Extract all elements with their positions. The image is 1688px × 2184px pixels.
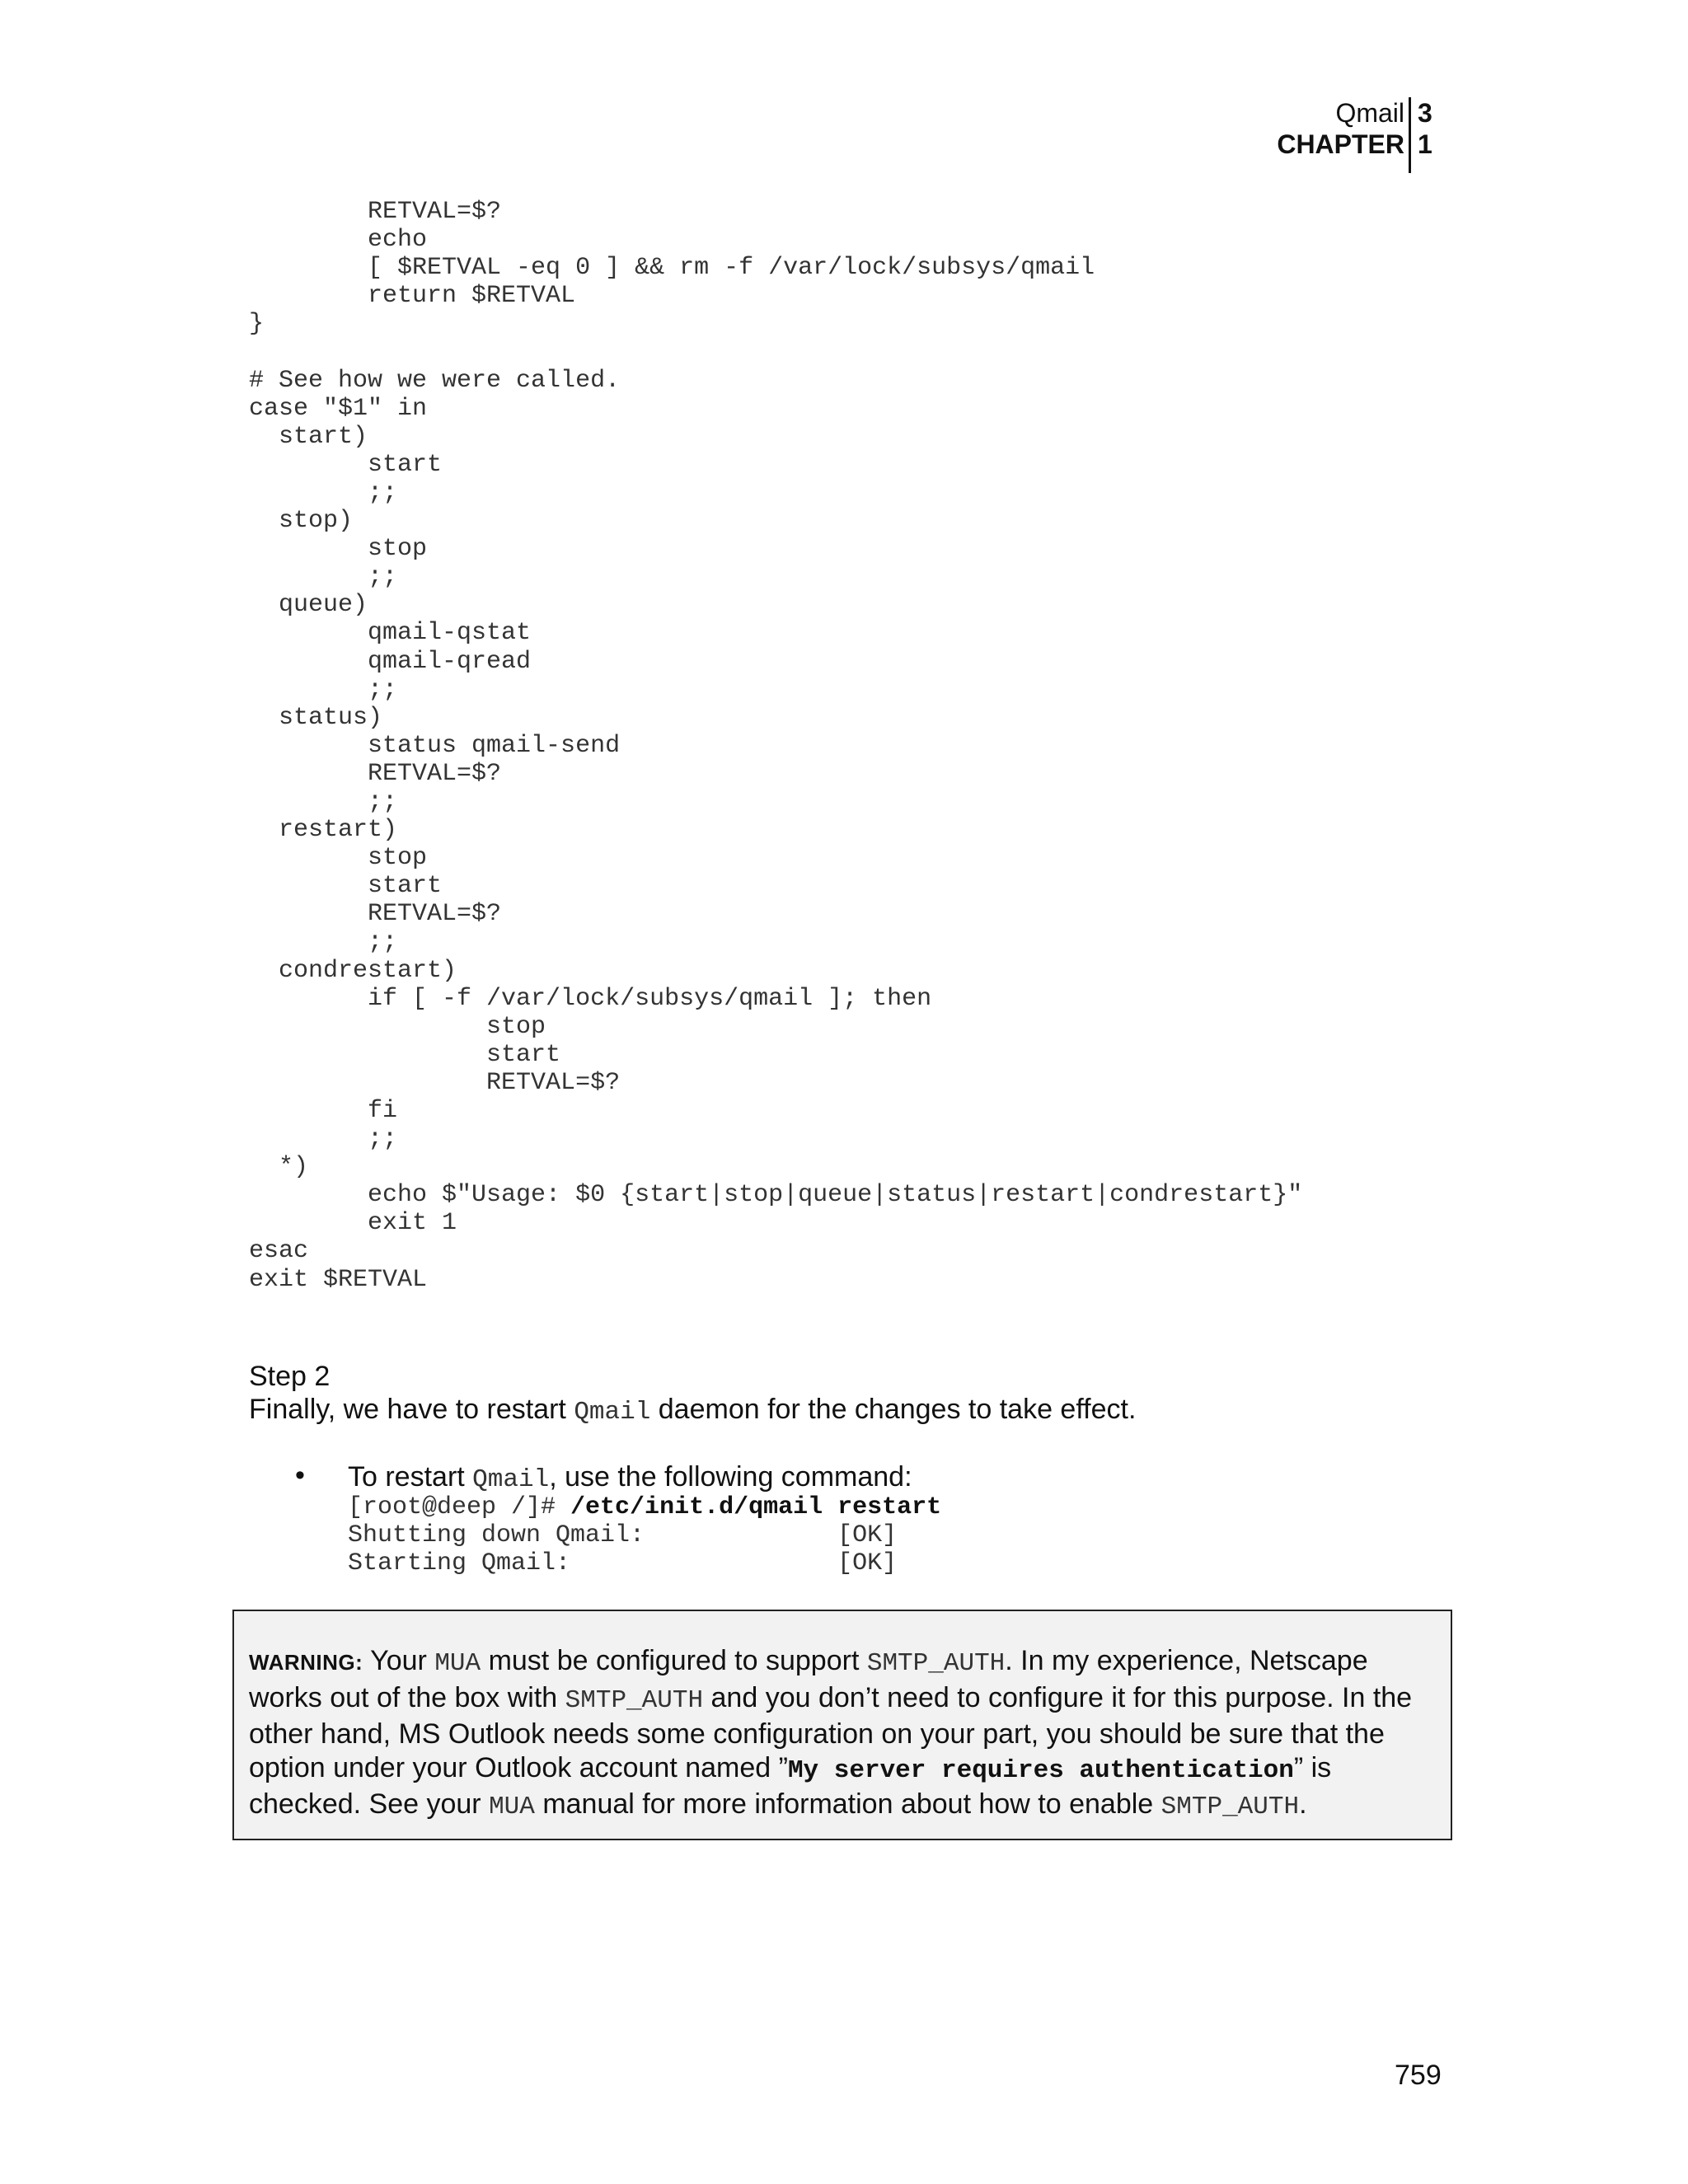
bullet-text-before: To restart <box>348 1461 473 1493</box>
step-text-before: Finally, we have to restart <box>249 1394 574 1425</box>
step-code-qmail: Qmail <box>574 1398 651 1427</box>
warning-text-2: must be configured to support <box>481 1645 867 1676</box>
warning-option-name: My server requires authentication <box>787 1755 1294 1785</box>
header-section-title: Qmail <box>1335 98 1404 128</box>
command-text: /etc/init.d/qmail restart <box>570 1493 942 1521</box>
command-prompt: [root@deep /]# <box>348 1493 571 1521</box>
warning-code-smtp-auth: SMTP_AUTH <box>565 1685 704 1715</box>
bullet-icon: • <box>295 1460 305 1491</box>
header-titles <box>1277 97 1404 160</box>
warning-text-6: manual for more information about how to enable <box>534 1788 1161 1820</box>
command-output-line-2: Starting Qmail: [OK] <box>348 1549 898 1577</box>
warning-text-5: ” is checked. See your <box>249 1751 1332 1820</box>
warning-code-smtp-auth: SMTP_AUTH <box>1160 1793 1300 1821</box>
warning-code-smtp-auth: SMTP_AUTH <box>866 1649 1006 1678</box>
step-heading: Step 2 <box>249 1361 331 1392</box>
init-script-code-block: RETVAL=$? echo [ $RETVAL -eq 0 ] && rm -f /var/lock/subsys/qmail return $RETVAL } # See how we were called. case "$1" in start) start ;; stop) stop ;; queue) qmail-qstat qmail-qread ;; status) status qmail-send RETVAL=$? ;; restart) stop start RETVAL=$? ;; condrestart) if [ -f /var/lock/subsys/qmail ]; then stop start RETVAL=$? fi ;; *) echo $"Usage: $0 {start|stop|queue|status|restart|condrestart}" exit 1 esac exit $RETVAL <box>249 198 1303 1294</box>
warning-text-4: and you don’t need to configure it for this purpose. In the other hand, MS Outlook needs some configuration on your part, you should be sure that the option under your Outlook account named ” <box>249 1681 1413 1783</box>
restart-command-block <box>348 1493 941 1577</box>
command-output-line-1: Shutting down Qmail: [OK] <box>348 1521 898 1549</box>
header-chapter-number <box>1418 97 1432 160</box>
step-paragraph <box>249 1393 1136 1429</box>
warning-text-1: Your <box>363 1645 435 1676</box>
header-divider <box>1409 97 1411 173</box>
header-number-bottom: 1 <box>1418 129 1432 159</box>
running-header <box>1170 97 1434 173</box>
warning-code-mua: MUA <box>489 1793 535 1821</box>
warning-text-3: . In my experience, Netscape works out of the box with <box>249 1645 1368 1713</box>
header-number-top: 3 <box>1418 98 1432 128</box>
warning-box <box>232 1610 1452 1840</box>
bullet-item-text <box>348 1460 912 1497</box>
step-text-after: daemon for the changes to take effect. <box>650 1394 1137 1425</box>
bullet-text-after: , use the following command: <box>549 1461 912 1493</box>
warning-label: WARNING: <box>249 1650 363 1675</box>
header-chapter-label: CHAPTER <box>1277 129 1404 159</box>
warning-text-7: . <box>1299 1788 1307 1820</box>
bullet-code-qmail: Qmail <box>472 1465 550 1494</box>
warning-code-mua: MUA <box>434 1649 481 1678</box>
page-number: 759 <box>1395 2060 1442 2091</box>
